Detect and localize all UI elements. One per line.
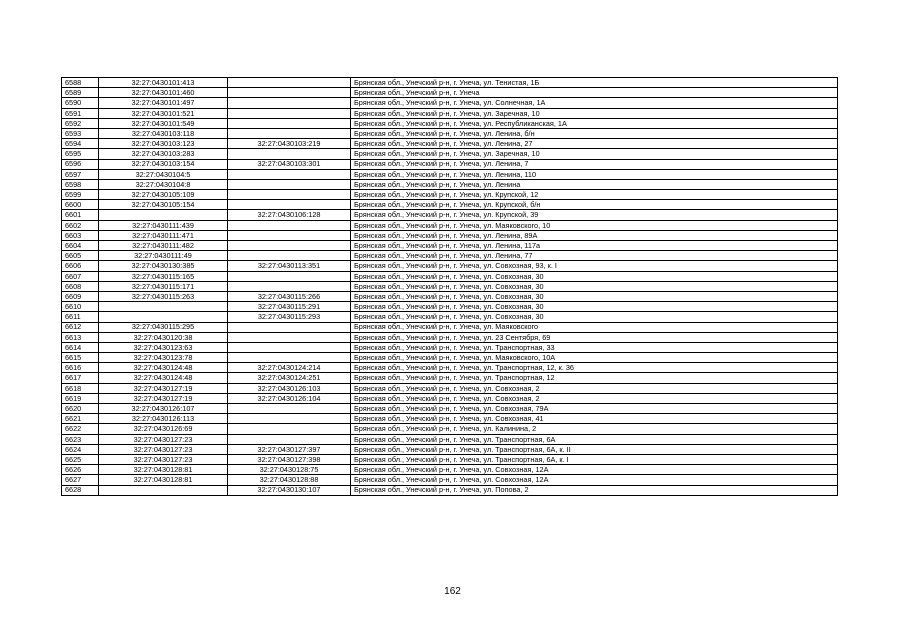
table-row <box>62 200 838 210</box>
cadastral-number-cell: 32:27:0430104:5 <box>99 169 228 179</box>
row-number-cell: 6625 <box>62 454 99 464</box>
address-cell: Брянская обл., Унечский р-н, г. Унеча, ул. Маяковского <box>351 322 838 332</box>
cadastral-number-cell <box>99 312 228 322</box>
related-cadastral-number-cell: 32:27:0430103:301 <box>228 159 351 169</box>
related-cadastral-number-cell: 32:27:0430126:104 <box>228 393 351 403</box>
related-cadastral-number-cell <box>228 251 351 261</box>
cadastral-number-cell: 32:27:0430101:460 <box>99 88 228 98</box>
cadastral-number-cell: 32:27:0430115:171 <box>99 281 228 291</box>
table-row <box>62 302 838 312</box>
address-cell: Брянская обл., Унечский р-н, г. Унеча, ул. Совхозная, 30 <box>351 291 838 301</box>
address-cell: Брянская обл., Унечский р-н, г. Унеча, ул. Крупской, б/н <box>351 200 838 210</box>
related-cadastral-number-cell <box>228 424 351 434</box>
address-cell: Брянская обл., Унечский р-н, г. Унеча, ул. Маяковского, 10А <box>351 353 838 363</box>
row-number-cell: 6601 <box>62 210 99 220</box>
cadastral-number-cell: 32:27:0430126:107 <box>99 404 228 414</box>
row-number-cell: 6597 <box>62 169 99 179</box>
address-cell: Брянская обл., Унечский р-н, г. Унеча, ул. Тенистая, 1Б <box>351 78 838 88</box>
table-row <box>62 210 838 220</box>
address-cell: Брянская обл., Унечский р-н, г. Унеча, ул. Транспортная, 6А, к. I <box>351 454 838 464</box>
related-cadastral-number-cell <box>228 414 351 424</box>
related-cadastral-number-cell <box>228 322 351 332</box>
related-cadastral-number-cell: 32:27:0430127:397 <box>228 444 351 454</box>
table-row <box>62 485 838 495</box>
table-row <box>62 88 838 98</box>
table-row <box>62 169 838 179</box>
related-cadastral-number-cell <box>228 342 351 352</box>
related-cadastral-number-cell <box>228 353 351 363</box>
table-row <box>62 179 838 189</box>
cadastral-number-cell: 32:27:0430111:439 <box>99 220 228 230</box>
table-row <box>62 342 838 352</box>
address-cell: Брянская обл., Унечский р-н, г. Унеча, ул. Совхозная, 30 <box>351 312 838 322</box>
address-cell: Брянская обл., Унечский р-н, г. Унеча, ул. Ленина, б/н <box>351 128 838 138</box>
cadastral-number-cell: 32:27:0430127:19 <box>99 383 228 393</box>
cadastral-number-cell: 32:27:0430101:549 <box>99 118 228 128</box>
table-row <box>62 118 838 128</box>
row-number-cell: 6618 <box>62 383 99 393</box>
cadastral-number-cell: 32:27:0430115:165 <box>99 271 228 281</box>
cadastral-number-cell <box>99 210 228 220</box>
table-row <box>62 363 838 373</box>
table-row <box>62 261 838 271</box>
address-cell: Брянская обл., Унечский р-н, г. Унеча, ул. 23 Сентября, 69 <box>351 332 838 342</box>
address-cell: Брянская обл., Унечский р-н, г. Унеча, ул. Совхозная, 41 <box>351 414 838 424</box>
cadastral-number-cell: 32:27:0430101:497 <box>99 98 228 108</box>
row-number-cell: 6590 <box>62 98 99 108</box>
related-cadastral-number-cell: 32:27:0430115:293 <box>228 312 351 322</box>
table-row <box>62 230 838 240</box>
address-cell: Брянская обл., Унечский р-н, г. Унеча, ул. Ленина <box>351 179 838 189</box>
row-number-cell: 6607 <box>62 271 99 281</box>
row-number-cell: 6604 <box>62 241 99 251</box>
cadastral-number-cell: 32:27:0430124:48 <box>99 363 228 373</box>
related-cadastral-number-cell <box>228 271 351 281</box>
related-cadastral-number-cell <box>228 200 351 210</box>
related-cadastral-number-cell <box>228 220 351 230</box>
table-row <box>62 444 838 454</box>
table-row <box>62 322 838 332</box>
row-number-cell: 6606 <box>62 261 99 271</box>
related-cadastral-number-cell <box>228 169 351 179</box>
cadastral-number-cell: 32:27:0430130:385 <box>99 261 228 271</box>
address-cell: Брянская обл., Унечский р-н, г. Унеча, ул. Совхозная, 30 <box>351 271 838 281</box>
row-number-cell: 6626 <box>62 465 99 475</box>
cadastral-number-cell: 32:27:0430127:23 <box>99 454 228 464</box>
address-cell: Брянская обл., Унечский р-н, г. Унеча, ул. Совхозная, 12А <box>351 475 838 485</box>
table-row <box>62 220 838 230</box>
related-cadastral-number-cell <box>228 434 351 444</box>
cadastral-number-cell: 32:27:0430123:78 <box>99 353 228 363</box>
cadastral-number-cell: 32:27:0430115:295 <box>99 322 228 332</box>
related-cadastral-number-cell <box>228 281 351 291</box>
related-cadastral-number-cell: 32:27:0430103:219 <box>228 139 351 149</box>
table-row <box>62 454 838 464</box>
address-cell: Брянская обл., Унечский р-н, г. Унеча, ул. Попова, 2 <box>351 485 838 495</box>
row-number-cell: 6596 <box>62 159 99 169</box>
table-row <box>62 241 838 251</box>
table-row <box>62 353 838 363</box>
table-row <box>62 383 838 393</box>
table-row <box>62 251 838 261</box>
cadastral-number-cell: 32:27:0430128:81 <box>99 475 228 485</box>
table-row <box>62 108 838 118</box>
address-cell: Брянская обл., Унечский р-н, г. Унеча, ул. Ленина, 117а <box>351 241 838 251</box>
cadastral-number-cell: 32:27:0430104:8 <box>99 179 228 189</box>
related-cadastral-number-cell: 32:27:0430124:251 <box>228 373 351 383</box>
row-number-cell: 6623 <box>62 434 99 444</box>
related-cadastral-number-cell <box>228 118 351 128</box>
related-cadastral-number-cell: 32:27:0430115:291 <box>228 302 351 312</box>
cadastral-number-cell: 32:27:0430115:263 <box>99 291 228 301</box>
address-cell: Брянская обл., Унечский р-н, г. Унеча, ул. Ленина, 110 <box>351 169 838 179</box>
related-cadastral-number-cell: 32:27:0430115:266 <box>228 291 351 301</box>
cadastral-number-cell: 32:27:0430126:113 <box>99 414 228 424</box>
related-cadastral-number-cell: 32:27:0430113:351 <box>228 261 351 271</box>
related-cadastral-number-cell: 32:27:0430126:103 <box>228 383 351 393</box>
row-number-cell: 6609 <box>62 291 99 301</box>
cadastral-number-cell: 32:27:0430128:81 <box>99 465 228 475</box>
table-row <box>62 393 838 403</box>
row-number-cell: 6610 <box>62 302 99 312</box>
row-number-cell: 6594 <box>62 139 99 149</box>
table-row <box>62 149 838 159</box>
address-cell: Брянская обл., Унечский р-н, г. Унеча, ул. Маяковского, 10 <box>351 220 838 230</box>
related-cadastral-number-cell: 32:27:0430127:398 <box>228 454 351 464</box>
address-cell: Брянская обл., Унечский р-н, г. Унеча, ул. Транспортная, 6А <box>351 434 838 444</box>
cadastral-number-cell: 32:27:0430101:413 <box>99 78 228 88</box>
related-cadastral-number-cell <box>228 78 351 88</box>
cadastral-number-cell: 32:27:0430105:109 <box>99 190 228 200</box>
row-number-cell: 6627 <box>62 475 99 485</box>
table-row <box>62 434 838 444</box>
related-cadastral-number-cell <box>228 149 351 159</box>
address-cell: Брянская обл., Унечский р-н, г. Унеча, ул. Ленина, 89А <box>351 230 838 240</box>
cadastral-number-cell: 32:27:0430103:283 <box>99 149 228 159</box>
cadastral-number-cell: 32:27:0430127:23 <box>99 444 228 454</box>
row-number-cell: 6602 <box>62 220 99 230</box>
table-row <box>62 475 838 485</box>
row-number-cell: 6620 <box>62 404 99 414</box>
address-cell: Брянская обл., Унечский р-н, г. Унеча, ул. Совхозная, 2 <box>351 393 838 403</box>
cadastral-number-cell: 32:27:0430126:69 <box>99 424 228 434</box>
cadastral-number-cell: 32:27:0430111:482 <box>99 241 228 251</box>
table-row <box>62 98 838 108</box>
related-cadastral-number-cell <box>228 108 351 118</box>
page-number: 162 <box>444 586 461 597</box>
related-cadastral-number-cell <box>228 404 351 414</box>
table-row <box>62 332 838 342</box>
row-number-cell: 6614 <box>62 342 99 352</box>
table-row <box>62 312 838 322</box>
address-cell: Брянская обл., Унечский р-н, г. Унеча, ул. Ленина, 27 <box>351 139 838 149</box>
row-number-cell: 6605 <box>62 251 99 261</box>
cadastral-number-cell: 32:27:0430103:118 <box>99 128 228 138</box>
address-cell: Брянская обл., Унечский р-н, г. Унеча <box>351 88 838 98</box>
row-number-cell: 6612 <box>62 322 99 332</box>
table-row <box>62 373 838 383</box>
row-number-cell: 6591 <box>62 108 99 118</box>
related-cadastral-number-cell <box>228 230 351 240</box>
related-cadastral-number-cell: 32:27:0430128:88 <box>228 475 351 485</box>
row-number-cell: 6622 <box>62 424 99 434</box>
row-number-cell: 6616 <box>62 363 99 373</box>
registry-table <box>61 77 838 496</box>
row-number-cell: 6592 <box>62 118 99 128</box>
row-number-cell: 6613 <box>62 332 99 342</box>
row-number-cell: 6593 <box>62 128 99 138</box>
address-cell: Брянская обл., Унечский р-н, г. Унеча, ул. Транспортная, 6А, к. II <box>351 444 838 454</box>
address-cell: Брянская обл., Унечский р-н, г. Унеча, ул. Совхозная, 30 <box>351 281 838 291</box>
table-row <box>62 190 838 200</box>
table-row <box>62 424 838 434</box>
address-cell: Брянская обл., Унечский р-н, г. Унеча, ул. Совхозная, 2 <box>351 383 838 393</box>
related-cadastral-number-cell <box>228 332 351 342</box>
row-number-cell: 6588 <box>62 78 99 88</box>
cadastral-number-cell: 32:27:0430111:471 <box>99 230 228 240</box>
table-row <box>62 271 838 281</box>
table-row <box>62 291 838 301</box>
related-cadastral-number-cell <box>228 241 351 251</box>
address-cell: Брянская обл., Унечский р-н, г. Унеча, ул. Ленина, 7 <box>351 159 838 169</box>
address-cell: Брянская обл., Унечский р-н, г. Унеча, ул. Транспортная, 33 <box>351 342 838 352</box>
address-cell: Брянская обл., Унечский р-н, г. Унеча, ул. Совхозная, 12А <box>351 465 838 475</box>
related-cadastral-number-cell <box>228 179 351 189</box>
address-cell: Брянская обл., Унечский р-н, г. Унеча, ул. Заречная, 10 <box>351 149 838 159</box>
row-number-cell: 6599 <box>62 190 99 200</box>
table-row <box>62 139 838 149</box>
address-cell: Брянская обл., Унечский р-н, г. Унеча, ул. Совхозная, 79А <box>351 404 838 414</box>
related-cadastral-number-cell <box>228 190 351 200</box>
table-row <box>62 159 838 169</box>
cadastral-number-cell: 32:27:0430105:154 <box>99 200 228 210</box>
address-cell: Брянская обл., Унечский р-н, г. Унеча, ул. Совхозная, 93, к. I <box>351 261 838 271</box>
cadastral-number-cell: 32:27:0430111:49 <box>99 251 228 261</box>
related-cadastral-number-cell: 32:27:0430130:107 <box>228 485 351 495</box>
row-number-cell: 6611 <box>62 312 99 322</box>
cadastral-number-cell: 32:27:0430127:19 <box>99 393 228 403</box>
related-cadastral-number-cell: 32:27:0430128:75 <box>228 465 351 475</box>
address-cell: Брянская обл., Унечский р-н, г. Унеча, ул. Заречная, 10 <box>351 108 838 118</box>
address-cell: Брянская обл., Унечский р-н, г. Унеча, ул. Республиканская, 1А <box>351 118 838 128</box>
row-number-cell: 6603 <box>62 230 99 240</box>
row-number-cell: 6624 <box>62 444 99 454</box>
related-cadastral-number-cell <box>228 88 351 98</box>
row-number-cell: 6615 <box>62 353 99 363</box>
cadastral-number-cell: 32:27:0430124:48 <box>99 373 228 383</box>
table-row <box>62 78 838 88</box>
cadastral-number-cell: 32:27:0430120:38 <box>99 332 228 342</box>
table-row <box>62 465 838 475</box>
cadastral-number-cell <box>99 485 228 495</box>
table-row <box>62 404 838 414</box>
row-number-cell: 6595 <box>62 149 99 159</box>
table-row <box>62 128 838 138</box>
row-number-cell: 6619 <box>62 393 99 403</box>
address-cell: Брянская обл., Унечский р-н, г. Унеча, ул. Совхозная, 30 <box>351 302 838 312</box>
row-number-cell: 6621 <box>62 414 99 424</box>
address-cell: Брянская обл., Унечский р-н, г. Унеча, ул. Крупской, 12 <box>351 190 838 200</box>
row-number-cell: 6589 <box>62 88 99 98</box>
cadastral-number-cell: 32:27:0430101:521 <box>99 108 228 118</box>
related-cadastral-number-cell <box>228 128 351 138</box>
cadastral-number-cell: 32:27:0430127:23 <box>99 434 228 444</box>
row-number-cell: 6598 <box>62 179 99 189</box>
address-cell: Брянская обл., Унечский р-н, г. Унеча, ул. Транспортная, 12 <box>351 373 838 383</box>
related-cadastral-number-cell <box>228 98 351 108</box>
row-number-cell: 6617 <box>62 373 99 383</box>
address-cell: Брянская обл., Унечский р-н, г. Унеча, ул. Ленина, 77 <box>351 251 838 261</box>
table-row <box>62 414 838 424</box>
address-cell: Брянская обл., Унечский р-н, г. Унеча, ул. Калинина, 2 <box>351 424 838 434</box>
row-number-cell: 6628 <box>62 485 99 495</box>
related-cadastral-number-cell: 32:27:0430106:128 <box>228 210 351 220</box>
related-cadastral-number-cell: 32:27:0430124:214 <box>228 363 351 373</box>
cadastral-number-cell <box>99 302 228 312</box>
row-number-cell: 6600 <box>62 200 99 210</box>
cadastral-number-cell: 32:27:0430103:154 <box>99 159 228 169</box>
row-number-cell: 6608 <box>62 281 99 291</box>
cadastral-number-cell: 32:27:0430103:123 <box>99 139 228 149</box>
address-cell: Брянская обл., Унечский р-н, г. Унеча, ул. Крупской, 39 <box>351 210 838 220</box>
registry-table-body <box>62 78 838 496</box>
address-cell: Брянская обл., Унечский р-н, г. Унеча, ул. Солнечная, 1А <box>351 98 838 108</box>
cadastral-number-cell: 32:27:0430123:63 <box>99 342 228 352</box>
address-cell: Брянская обл., Унечский р-н, г. Унеча, ул. Транспортная, 12, к. 36 <box>351 363 838 373</box>
table-row <box>62 281 838 291</box>
